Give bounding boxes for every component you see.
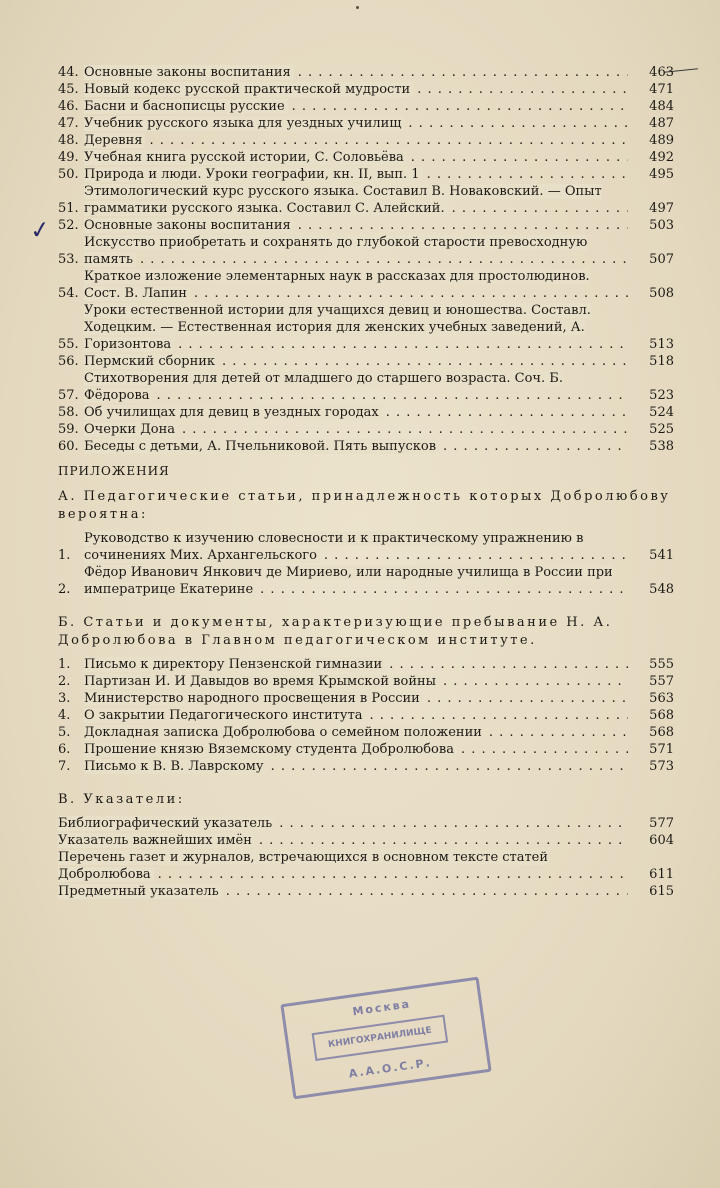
toc-entry [58, 64, 674, 81]
entry-page: 513 [649, 337, 674, 352]
entry-page: 577 [649, 816, 674, 831]
entry-title: Прошение князю Вяземскому студента Добролюбова [84, 742, 457, 757]
entry-title: Искусство приобретать и сохранять до глубокой старости превосходную память [84, 235, 588, 267]
entry-number: 46. [58, 99, 79, 114]
entry-number: 58. [58, 405, 79, 420]
entry-page: 523 [649, 388, 674, 403]
entry-title: Письмо к директору Пензенской гимназии [84, 657, 385, 672]
toc-entry [58, 217, 674, 234]
entry-title: Указатель важнейших имён [58, 833, 255, 848]
entry-number: 2. [58, 582, 71, 597]
appendix-title: ПРИЛОЖЕНИЯ [58, 464, 170, 478]
entry-title: Краткое изложение элементарных наук в рассказах для простолюдинов. Сост. В. Лапин [84, 269, 590, 301]
toc-entry [58, 421, 674, 438]
entry-page: 538 [649, 439, 674, 454]
entry-page: 573 [649, 759, 674, 774]
entry-number: 51. [58, 201, 79, 216]
entry-title: Министерство народного просвещения в России [84, 691, 423, 706]
entry-page: 557 [649, 674, 674, 689]
toc-entry [58, 707, 674, 724]
toc-entry [58, 530, 674, 564]
entry-page: 568 [649, 725, 674, 740]
entry-title: Этимологический курс русского языка. Составил В. Новаковский. — Опыт грамматики русского языка. Составил С. Алейский. [84, 184, 602, 216]
entry-page: 541 [649, 548, 674, 563]
toc-entry [58, 883, 674, 900]
entry-page: 611 [649, 867, 674, 882]
toc-entry [58, 741, 674, 758]
entry-title: Об училищах для девиц в уездных городах [84, 405, 382, 420]
entry-page: 497 [649, 201, 674, 216]
entries-list [58, 64, 674, 455]
entry-page: 463 [649, 65, 674, 80]
entry-title: Основные законы воспитания [84, 65, 294, 80]
entry-title: Письмо к В. В. Лаврскому [84, 759, 267, 774]
entry-number: 56. [58, 354, 79, 369]
entry-title: Предметный указатель [58, 884, 222, 899]
section-b-list [58, 656, 674, 775]
entry-page: 492 [649, 150, 674, 165]
toc-entry [58, 690, 674, 707]
toc-entry [58, 81, 674, 98]
entry-title: Учебная книга русской истории, С. Соловьёва [84, 150, 407, 165]
toc-entry [58, 832, 674, 849]
entry-page: 471 [649, 82, 674, 97]
entry-number: 55. [58, 337, 79, 352]
entry-number: 6. [58, 742, 71, 757]
entry-title: Фёдор Иванович Янкович де Мириево, или народные училища в России при императрице Екатерине [84, 565, 613, 597]
entry-page: 503 [649, 218, 674, 233]
entry-title: Учебник русского языка для уездных училищ [84, 116, 404, 131]
section-a-heading: А. Педагогические статьи, принадлежность которых Добролюбову вероятна: [58, 489, 671, 522]
toc-entry [58, 234, 674, 268]
entry-number: 59. [58, 422, 79, 437]
toc-entry [58, 115, 674, 132]
entry-title: Беседы с детьми, А. Пчельниковой. Пять выпусков [84, 439, 439, 454]
toc-entry [58, 183, 674, 217]
section-c-list [58, 815, 674, 900]
entry-title: Новый кодекс русской практической мудрости [84, 82, 413, 97]
entry-number: 1. [58, 548, 71, 563]
toc-entry [58, 268, 674, 302]
toc-entry [58, 656, 674, 673]
entry-page: 568 [649, 708, 674, 723]
entry-number: 50. [58, 167, 79, 182]
entry-number: 60. [58, 439, 79, 454]
entry-page: 484 [649, 99, 674, 114]
entry-page: 507 [649, 252, 674, 267]
entry-number: 45. [58, 82, 79, 97]
entry-page: 524 [649, 405, 674, 420]
library-stamp [280, 977, 491, 1100]
entry-page: 525 [649, 422, 674, 437]
entry-page: 548 [649, 582, 674, 597]
entry-page: 555 [649, 657, 674, 672]
toc-entry [58, 132, 674, 149]
entry-title: Пермский сборник [84, 354, 218, 369]
section-c-heading: В. Указатели: [58, 792, 185, 807]
entry-title: Докладная записка Добролюбова о семейном положении [84, 725, 485, 740]
entry-number: 57. [58, 388, 79, 403]
entry-title: Природа и люди. Уроки географии, кн. II, вып. 1 [84, 167, 423, 182]
entry-title: Перечень газет и журналов, встречающихся в основном тексте статей Добролюбова [58, 850, 549, 882]
entry-page: 615 [649, 884, 674, 899]
toc-entry [58, 149, 674, 166]
entry-number: 47. [58, 116, 79, 131]
toc-entry [58, 98, 674, 115]
entry-number: 49. [58, 150, 79, 165]
stamp-top-text: Москва [351, 997, 412, 1019]
toc-entry [58, 404, 674, 421]
entry-page: 571 [649, 742, 674, 757]
toc-entry [58, 370, 674, 404]
toc-entry [58, 564, 674, 598]
entry-title: Партизан И. И Давыдов во время Крымской войны [84, 674, 439, 689]
entry-number: 4. [58, 708, 71, 723]
entry-title: Руководство к изучению словесности и к практическому упражнению в сочинениях Мих. Архангельского [84, 531, 584, 563]
entry-title: Деревня [84, 133, 145, 148]
entry-number: 48. [58, 133, 79, 148]
entry-title: Библиографический указатель [58, 816, 275, 831]
entry-number: 7. [58, 759, 71, 774]
entry-title: Уроки естественной истории для учащихся девиц и юношества. Составл. Ходецким. — Естественная история для женских учебных заведений, А. Горизонтова [84, 303, 591, 352]
toc-entry [58, 849, 674, 883]
entry-title: Основные законы воспитания [84, 218, 294, 233]
entry-page: 518 [649, 354, 674, 369]
section-a-list [58, 530, 674, 598]
toc-entry [58, 438, 674, 455]
section-b-heading: Б. Статьи и документы, характеризующие пребывание Н. А. Добролюбова в Главном педагогическом институте. [58, 615, 613, 648]
entry-title: О закрытии Педагогического института [84, 708, 366, 723]
entry-page: 563 [649, 691, 674, 706]
toc-entry [58, 724, 674, 741]
stamp-middle-text: КНИГОХРАНИЛИЩЕ [312, 1015, 449, 1061]
entry-page: 495 [649, 167, 674, 182]
entry-number: 44. [58, 65, 79, 80]
toc-entry [58, 815, 674, 832]
entry-number: 1. [58, 657, 71, 672]
entry-page: 604 [649, 833, 674, 848]
print-speck [356, 6, 359, 9]
toc-entry [58, 302, 674, 353]
stamp-bottom-text: А.А.О.С.Р. [348, 1055, 433, 1081]
entry-title: Басни и баснописцы русские [84, 99, 288, 114]
toc-entry [58, 673, 674, 690]
check-mark-icon: ✓ [28, 214, 52, 246]
entry-title: Стихотворения для детей от младшего до старшего возраста. Соч. Б. Фёдорова [84, 371, 563, 403]
entry-number: 53. [58, 252, 79, 267]
entry-page: 487 [649, 116, 674, 131]
entry-page: 489 [649, 133, 674, 148]
toc-entry [58, 758, 674, 775]
entry-page: 508 [649, 286, 674, 301]
entry-number: 54. [58, 286, 79, 301]
entry-number: 2. [58, 674, 71, 689]
table-of-contents [58, 64, 674, 900]
entry-number: 5. [58, 725, 71, 740]
toc-entry [58, 353, 674, 370]
entry-title: Очерки Дона [84, 422, 178, 437]
entry-number: 52. [58, 218, 79, 233]
entry-number: 3. [58, 691, 71, 706]
toc-entry [58, 166, 674, 183]
